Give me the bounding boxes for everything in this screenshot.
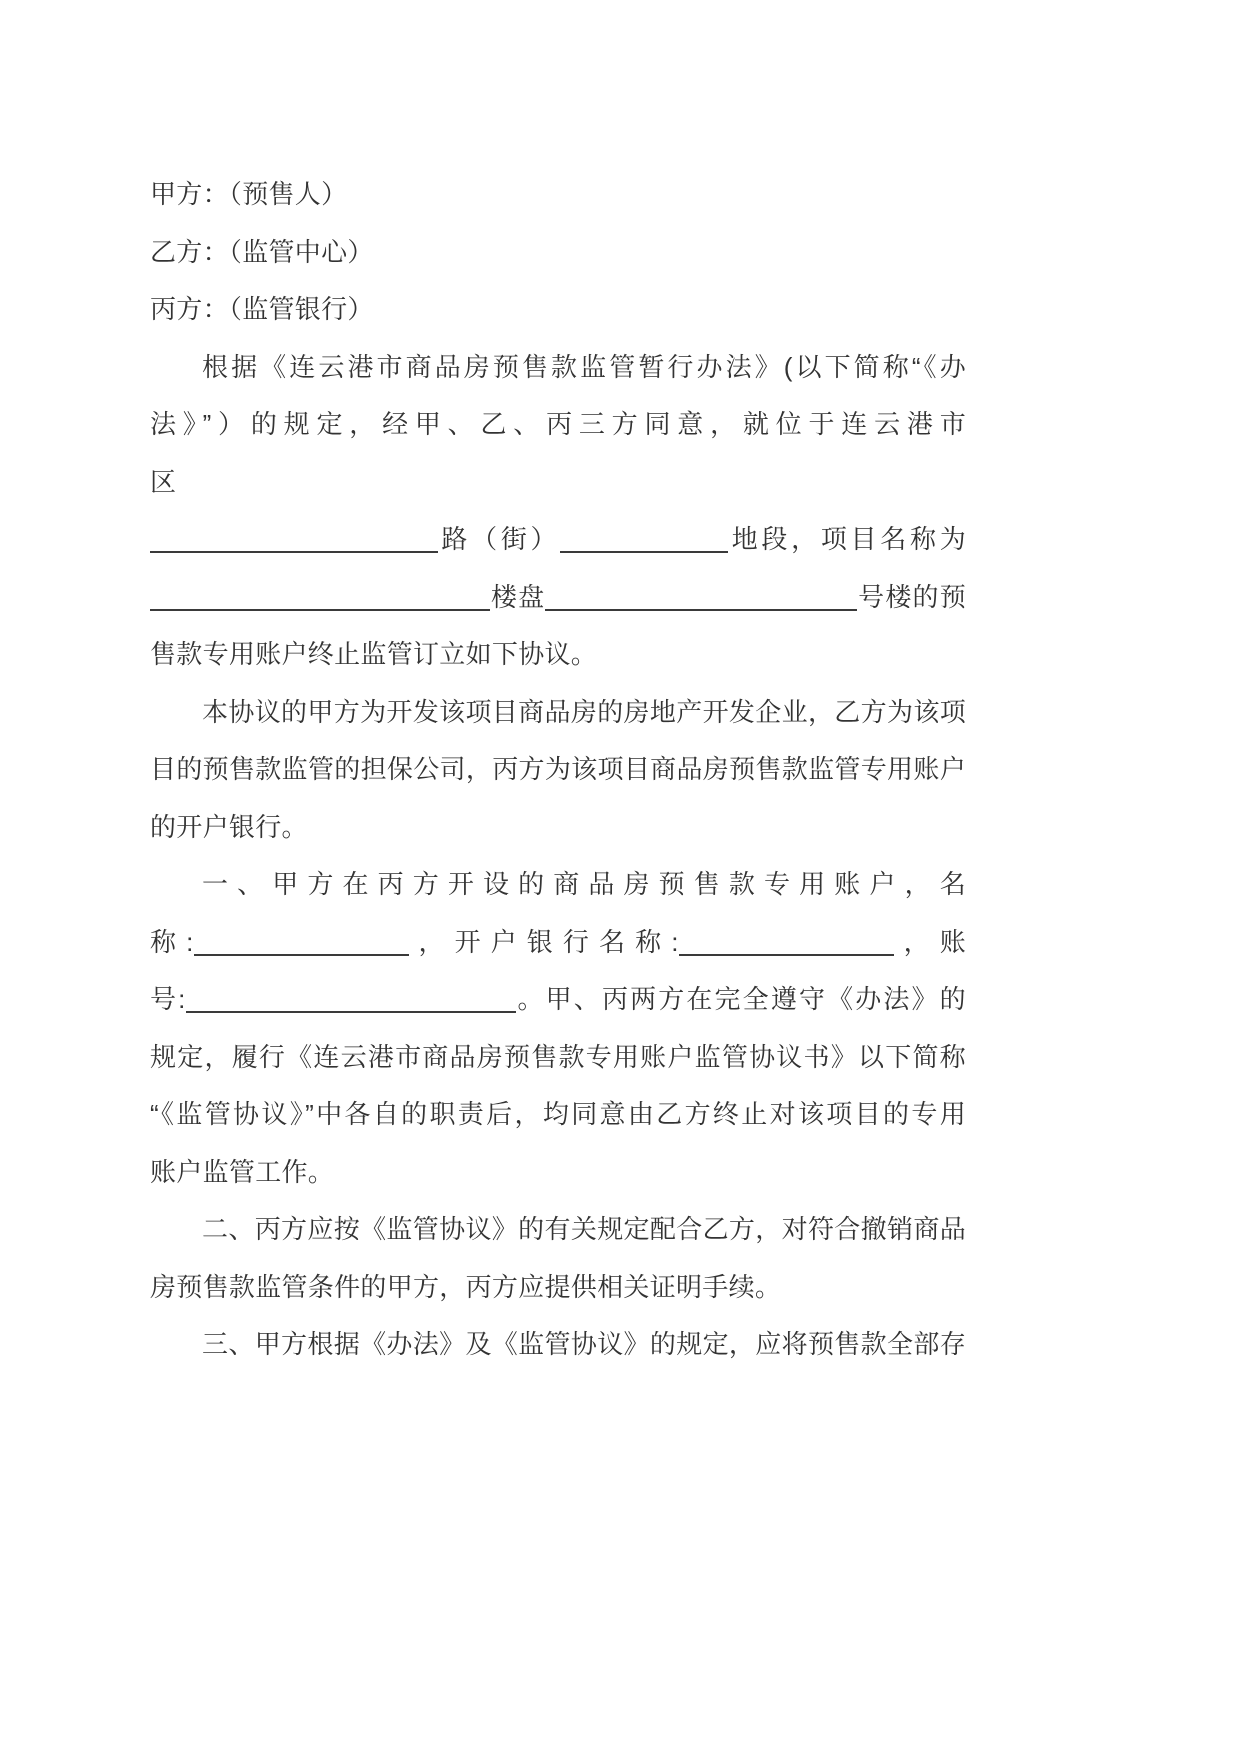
blank-account-name	[194, 928, 409, 956]
line-text: 的开户银行。	[150, 811, 308, 842]
line-text: 售款专用账户终止监管订立如下协议。	[150, 639, 598, 669]
line-text: 一、甲方在丙方开设的商品房预售款专用账户，名	[202, 869, 966, 899]
line-text: 账户监管工作。	[150, 1156, 335, 1187]
line-text: 乙方：（监管中心）	[150, 236, 374, 267]
line-text: 区	[150, 466, 177, 497]
project-fill-in-line	[150, 569, 966, 627]
blank-project-name	[150, 583, 490, 611]
line-text: 号楼的预	[857, 581, 967, 612]
clause-2-line	[150, 1259, 966, 1317]
clause-1-line	[150, 1029, 966, 1087]
line-text: 二、丙方应按《监管协议》的有关规定配合乙方，对符合撤销商品	[202, 1214, 966, 1244]
line-text: 。甲、丙两方在完全遵守《办法》的	[515, 984, 966, 1014]
clause-1-line	[150, 1144, 966, 1202]
line-text: 丙方：（监管银行）	[150, 294, 374, 324]
clause-3-line	[150, 1316, 966, 1374]
party-c-line	[150, 281, 966, 339]
parties-description-line	[150, 684, 966, 742]
line-text: 称:	[150, 926, 194, 957]
blank-building-number	[545, 583, 857, 611]
blank-road-name	[150, 525, 438, 553]
line-text: 房预售款监管条件的甲方，丙方应提供相关证明手续。	[150, 1271, 782, 1302]
line-text: 目的预售款监管的担保公司，丙方为该项目商品房预售款监管专用账户	[150, 754, 966, 784]
clause-1-fill-in-line	[150, 971, 966, 1029]
clause-1-fill-in-line	[150, 914, 966, 972]
line-text: 三、甲方根据《办法》及《监管协议》的规定，应将预售款全部存	[202, 1329, 966, 1359]
line-text: 号:	[150, 984, 186, 1014]
party-b-line	[150, 224, 966, 282]
line-text: ，账	[893, 926, 966, 957]
blank-bank-name	[679, 928, 894, 956]
clause-1-line	[150, 856, 966, 914]
preamble-line	[150, 626, 966, 684]
blank-account-number	[186, 985, 516, 1013]
line-text: 法》”）的规定，经甲、乙、丙三方同意，就位于连云港市	[150, 409, 966, 439]
line-text: 楼盘	[490, 581, 546, 612]
line-text: 根据《连云港市商品房预售款监管暂行办法》(以下简称“《办	[202, 351, 966, 382]
contract-body	[150, 166, 966, 1374]
line-text: ，开户银行名称:	[408, 926, 679, 957]
parties-description-line	[150, 799, 966, 857]
blank-street-section	[560, 525, 728, 553]
line-text: 规定，履行《连云港市商品房预售款专用账户监管协议书》以下简称	[150, 1041, 966, 1072]
line-text: 地段，项目名称为	[728, 524, 966, 554]
line-text: 甲方：（预售人）	[150, 179, 348, 209]
line-text: 路（街）	[438, 524, 561, 554]
preamble-line	[150, 396, 966, 454]
line-text: “《监管协议》”中各自的职责后，均同意由乙方终止对该项目的专用	[150, 1099, 966, 1129]
preamble-line	[150, 454, 966, 512]
clause-1-line	[150, 1086, 966, 1144]
clause-2-line	[150, 1201, 966, 1259]
party-a-line	[150, 166, 966, 224]
location-fill-in-line	[150, 511, 966, 569]
preamble-line	[150, 339, 966, 397]
parties-description-line	[150, 741, 966, 799]
line-text: 本协议的甲方为开发该项目商品房的房地产开发企业，乙方为该项	[202, 696, 966, 727]
